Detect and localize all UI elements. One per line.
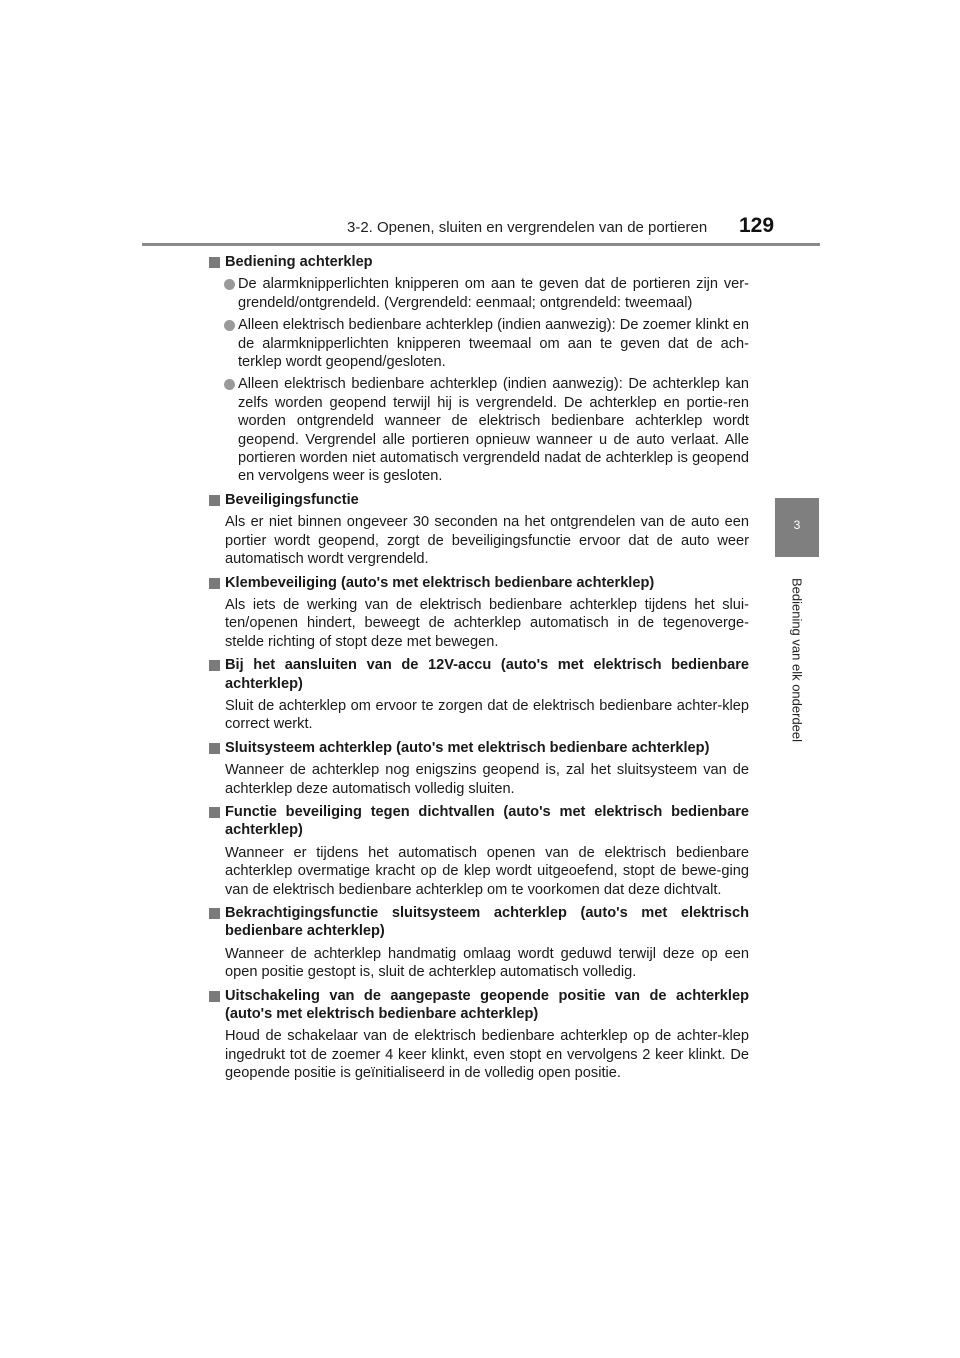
- section-heading-text: Klembeveiliging (auto's met elektrisch bedienbare achterklep): [225, 574, 655, 591]
- square-bullet-icon: [209, 660, 220, 671]
- section-heading: [209, 574, 749, 592]
- section-heading-text: Bediening achterklep: [225, 254, 373, 270]
- header-divider: [142, 243, 820, 246]
- section-paragraph: Wanneer er tijdens het automatisch openen van de elektrisch bedienbare achterklep overmatige kracht op de klep wordt uitgeoefend, stopt de bewe-ging van de elektrisch bedienbare achterklep om te voorkomen dat deze dichtvalt.: [225, 844, 749, 898]
- page-number: 129: [739, 214, 775, 237]
- square-bullet-icon: [209, 257, 220, 268]
- square-bullet-icon: [209, 991, 220, 1002]
- page-header: [142, 0, 820, 246]
- square-bullet-icon: [209, 578, 220, 589]
- chapter-side-label-text: Bediening van elk onderdeel: [789, 577, 805, 743]
- square-bullet-icon: [209, 908, 220, 919]
- square-bullet-icon: [209, 807, 220, 818]
- list-item-text: De alarmknipperlichten knipperen om aan te geven dat de portieren zijn ver-grendeld/ontgrendeld. (Vergrendeld: eenmaal; ontgrendeld: tweemaal): [238, 276, 749, 311]
- circle-bullet-icon: [224, 279, 235, 290]
- list-item-text: Alleen elektrisch bedienbare achterklep (indien aanwezig): De achterklep kan zelfs worden geopend terwijl hij is vergrendeld. De achterklep en portie-ren worden ontgrendeld wanneer de elektrisch bedienbare achterklep wordt geopend. Vergrendel alle portieren opnieuw wanneer u de auto verlaat. Alle portieren worden niet automatisch vergrendeld nadat de achterklep is geopend en vervolgens weer is gesloten.: [238, 376, 749, 485]
- section-heading-text: Functie beveiliging tegen dichtvallen (auto's met elektrisch bedienbare achterklep): [225, 803, 749, 839]
- square-bullet-icon: [209, 743, 220, 754]
- section-heading: [209, 739, 749, 757]
- section-heading: [209, 491, 749, 509]
- section-paragraph: Als iets de werking van de elektrisch bedienbare achterklep tijdens het slui-ten/openen hindert, beweegt de achterklep automatisch in de tegenoverge-stelde richting of stopt deze met bewegen.: [225, 596, 749, 650]
- list-item: [209, 316, 749, 371]
- section-heading-text: Uitschakeling van de aangepaste geopende positie van de achterklep (auto's met elektrisch bedienbare achterklep): [225, 987, 749, 1023]
- section-paragraph: Houd de schakelaar van de elektrisch bedienbare achterklep op de achter-klep ingedrukt tot de zoemer 4 keer klinkt, even stopt en vervolgens 2 keer klinkt. De geopende positie is geïnitialiseerd in de volledig open positie.: [225, 1028, 749, 1082]
- section-heading: [209, 803, 749, 840]
- circle-bullet-icon: [224, 320, 235, 331]
- section-heading-text: Beveiligingsfunctie: [225, 491, 359, 508]
- section-heading: [209, 987, 749, 1024]
- chapter-side-label: [775, 565, 819, 755]
- section-paragraph: Wanneer de achterklep handmatig omlaag wordt geduwd terwijl deze op een open positie gestopt is, sluit de achterklep automatisch volledig.: [225, 945, 749, 981]
- section-heading-text: Sluitsysteem achterklep (auto's met elektrisch bedienbare achterklep): [225, 739, 710, 756]
- section-paragraph: Als er niet binnen ongeveer 30 seconden na het ontgrendelen van de auto een portier wordt geopend, zorgt de beveiligingsfunctie ervoor dat de auto weer automatisch wordt vergrendeld.: [225, 514, 749, 568]
- chapter-tab: [775, 498, 819, 557]
- section-heading: [209, 904, 749, 941]
- list-item: [209, 375, 749, 485]
- section-heading: [209, 253, 749, 271]
- circle-bullet-icon: [224, 379, 235, 390]
- section-heading-text: Bij het aansluiten van de 12V-accu (auto's met elektrisch bedienbare achterklep): [225, 657, 749, 692]
- list-item-text: Alleen elektrisch bedienbare achterklep (indien aanwezig): De zoemer klinkt en de alarmknipperlichten knipperen tweemaal om aan te geven dat de ach-terklep wordt geopend/gesloten.: [238, 317, 749, 371]
- list-item: [209, 275, 749, 312]
- section-paragraph: Sluit de achterklep om ervoor te zorgen dat de elektrisch bedienbare achter-klep correct werkt.: [225, 697, 749, 733]
- section-heading: [209, 656, 749, 693]
- chapter-tab-number: 3: [793, 518, 801, 532]
- square-bullet-icon: [209, 495, 220, 506]
- section-heading-text: Bekrachtigingsfunctie sluitsysteem achterklep (auto's met elektrisch bedienbare achterklep): [225, 905, 749, 940]
- page-content: [209, 253, 749, 1083]
- section-paragraph: Wanneer de achterklep nog enigszins geopend is, zal het sluitsysteem van de achterklep deze automatisch volledig sluiten.: [225, 762, 749, 797]
- chapter-title: 3-2. Openen, sluiten en vergrendelen van de portieren: [347, 219, 708, 236]
